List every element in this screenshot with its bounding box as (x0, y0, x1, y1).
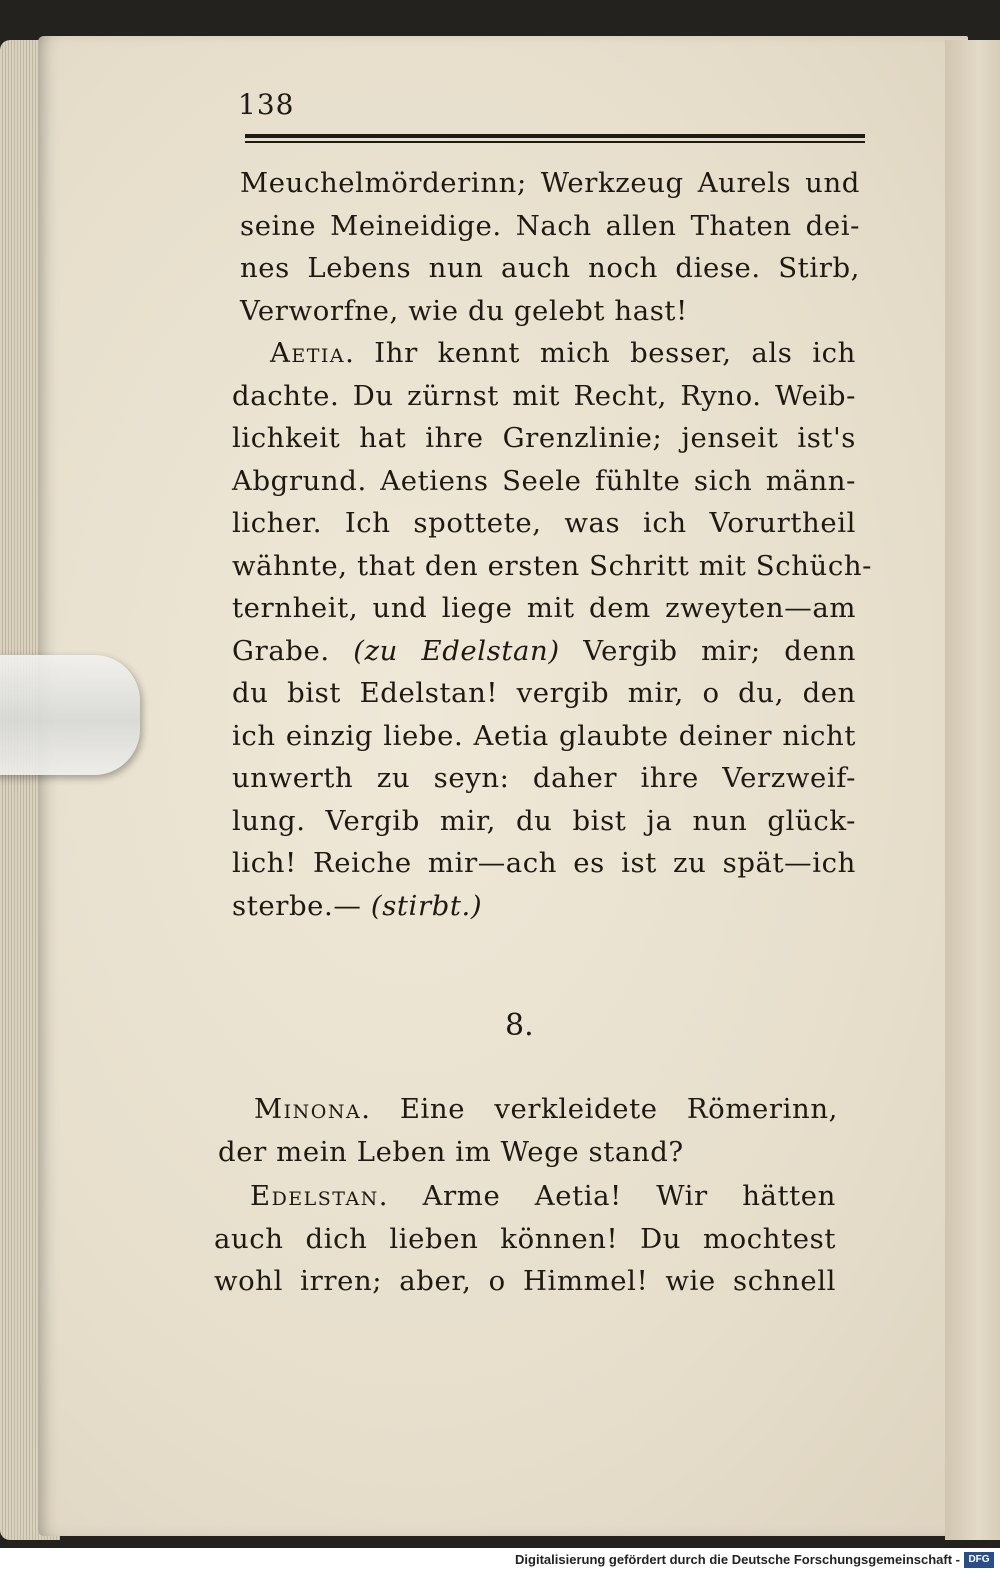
text-line: lung. Vergib mir, du bist ja nun glück- (232, 804, 856, 837)
text-line: wähnte, that den ersten Schritt mit Schüch- (232, 549, 873, 582)
footer-bar (0, 1548, 1000, 1573)
speaker-name: Minona (254, 1093, 362, 1125)
speech-text: Grabe. (232, 634, 354, 667)
page-number: 138 (238, 88, 295, 121)
dfg-logo: DFG (964, 1552, 994, 1568)
facing-page-edge (945, 40, 1000, 1540)
text-line: nes Lebens nun auch noch diese. Stirb, (240, 252, 860, 284)
paragraph-2 (232, 332, 873, 927)
facing-page-bleed (945, 40, 1000, 1540)
text-line: Abgrund. Aetiens Seele fühlte sich männ- (232, 464, 856, 497)
header-rule-thin (245, 141, 865, 143)
text-line: dachte. Du zürnst mit Recht, Ryno. Weib- (232, 379, 856, 412)
paragraph-3 (218, 1088, 838, 1173)
text-line: seine Meineidige. Nach allen Thaten dei- (240, 209, 860, 242)
stage-direction: (zu Edelstan) (353, 634, 560, 667)
speech-text: . Ihr kennt mich besser, als ich (345, 337, 856, 369)
text-line (214, 1175, 836, 1218)
paragraph-4 (214, 1175, 836, 1303)
text-line (232, 885, 856, 928)
section-number: 8. (505, 1008, 534, 1043)
speaker-name: Aetia (270, 337, 346, 369)
header-rule (245, 134, 865, 138)
text-line: lichkeit hat ihre Grenzlinie; jenseit ist's (232, 422, 856, 454)
text-line: licher. Ich spottete, was ich Vorurtheil (232, 507, 856, 539)
text-line: unwerth zu seyn: daher ihre Verzweif- (232, 762, 856, 794)
speech-text: . Eine verkleidete Römerinn, (361, 1093, 838, 1125)
speech-text: . Arme Aetia! Wir hätten (378, 1180, 836, 1212)
funding-credit: Digitalisierung gefördert durch die Deutsche Forschungsgemeinschaft - (515, 1552, 960, 1567)
text-line (218, 1088, 838, 1131)
page-clip (0, 655, 140, 775)
text-line: lich! Reiche mir—ach es ist zu spät—ich (232, 847, 856, 879)
speech-text: sterbe.— (232, 889, 371, 922)
text-line: wohl irren; aber, o Himmel! wie schnell (214, 1265, 836, 1297)
text-line (232, 630, 856, 673)
text-line: ich einzig liebe. Aetia glaubte deiner nicht (232, 719, 856, 752)
text-line: auch dich lieben können! Du mochtest (214, 1222, 836, 1255)
text-line: der mein Leben im Wege stand? (218, 1135, 684, 1168)
stage-direction: (stirbt.) (370, 889, 483, 922)
speaker-name: Edelstan (250, 1180, 379, 1212)
text-line (232, 332, 856, 375)
text-line: Verworfne, wie du gelebt hast! (240, 294, 688, 327)
text-line: du bist Edelstan! vergib mir, o du, den (232, 677, 856, 709)
text-line: ternheit, und liege mit dem zweyten—am (232, 592, 856, 624)
text-line: Meuchelmörderinn; Werkzeug Aurels und (240, 167, 860, 199)
paragraph-1 (240, 162, 860, 332)
speech-text: Vergib mir; denn (559, 634, 856, 667)
